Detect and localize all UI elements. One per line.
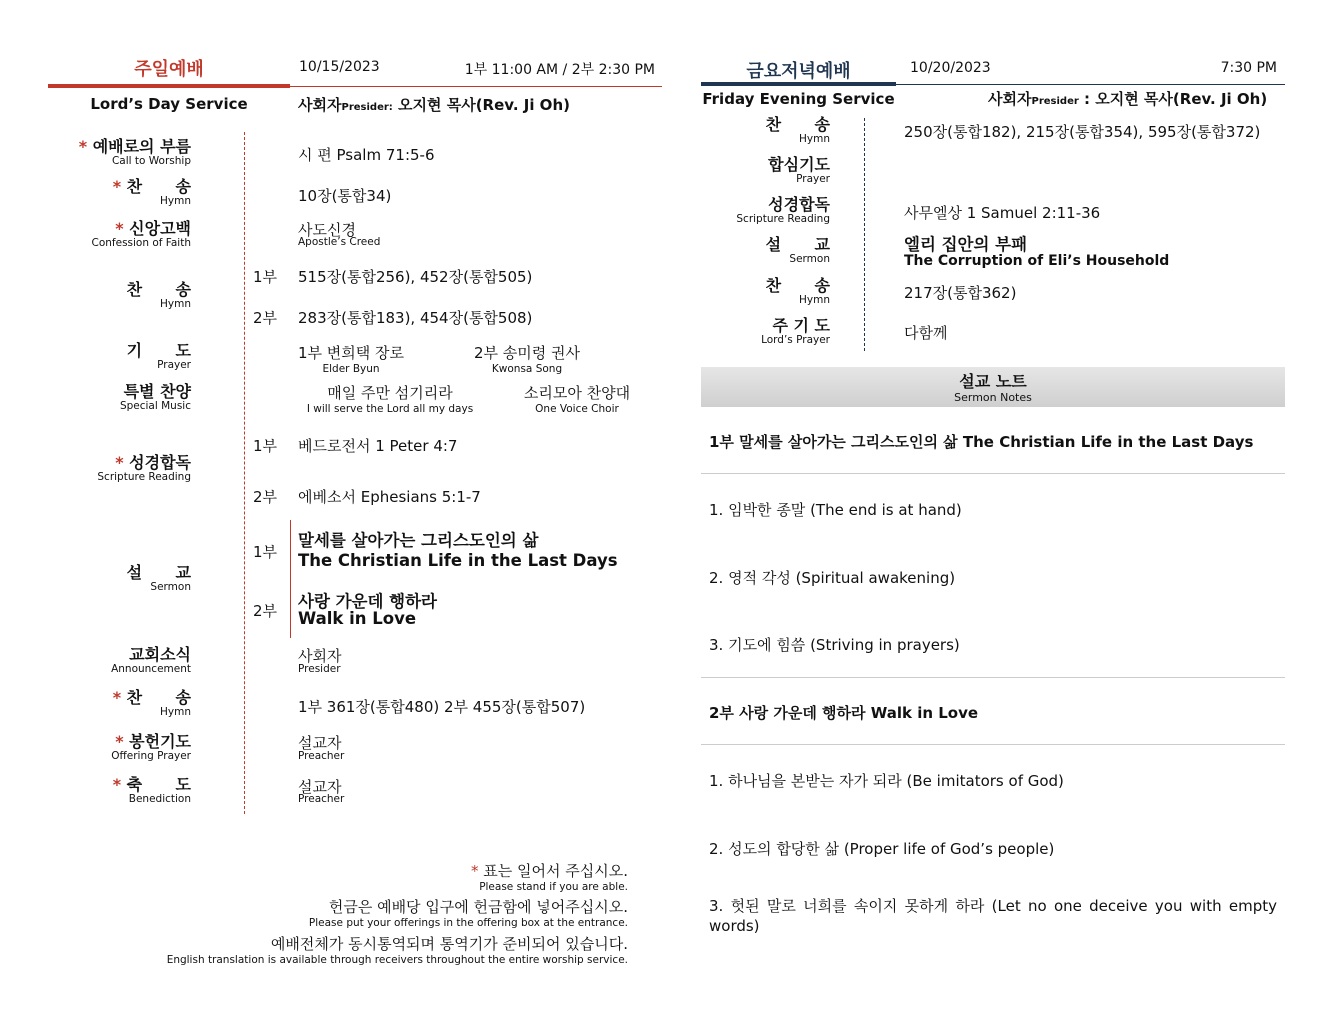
scripture-part2: 2부 (253, 488, 278, 506)
sunday-date: 10/15/2023 (299, 59, 380, 75)
special-choir: 소리모아 찬양대 One Voice Choir (523, 384, 631, 415)
friday-time: 7:30 PM (1220, 60, 1277, 76)
label-special-music: 특별 찬양 Special Music (119, 382, 191, 412)
presider-name: 오지현 목사(Rev. Ji Oh) (398, 96, 570, 114)
fri-scripture-content: 사무엘상 1 Samuel 2:11-36 (904, 204, 1101, 222)
label-announcement: 교회소식 Announcement (111, 645, 191, 675)
sunday-title-bar (48, 84, 290, 88)
notes-item-1: 1. 임박한 종말 (The end is at hand) (709, 501, 962, 519)
fri-lords-content: 다함께 (904, 324, 948, 342)
fri-label-scripture: 성경합독 Scripture Reading (736, 195, 830, 225)
special-song: 매일 주만 섬기리라 I will serve the Lord all my days (306, 384, 474, 415)
label-hymn-1: * 찬 송 Hymn (112, 177, 191, 207)
sermon1-title-ko: 말세를 살아가는 그리스도인의 삶 (298, 531, 539, 550)
label-prayer: 기 도 Prayer (126, 341, 191, 371)
right-divider (864, 118, 865, 351)
fri-label-lords-prayer: 주 기 도 Lord’s Prayer (761, 316, 830, 346)
sermon1-title-en: The Christian Life in the Last Days (298, 551, 618, 570)
hymn3-content: 1부 361장(통합480) 2부 455장(통합507) (298, 698, 586, 716)
prayer-leader-2: 2부 송미령 권사 Kwonsa Song (474, 344, 581, 375)
sunday-subtitle: Lord’s Day Service (90, 95, 248, 113)
notes-divider (701, 677, 1285, 678)
notes-item-3: 3. 기도에 힘씀 (Striving in prayers) (709, 636, 960, 654)
scripture-content1: 베드로전서 1 Peter 4:7 (298, 437, 458, 455)
fri-label-prayer: 합심기도 Prayer (768, 155, 830, 185)
hymn2-part1: 1부 (253, 268, 278, 286)
notes-item-6: 3. 헛된 말로 너희를 속이지 못하게 하라 (Let no one deceive you with empty words) (709, 897, 1277, 935)
announce-content: 사회자 (298, 647, 342, 665)
sermon-part2: 2부 (253, 602, 278, 620)
notes-heading-1: 1부 말세를 살아가는 그리스도인의 삶 The Christian Life in the Last Days (709, 433, 1254, 451)
bene-content-en: Preacher (298, 793, 345, 805)
label-hymn-2: 찬 송 Hymn (126, 280, 191, 310)
prayer-leader-1: 1부 변희택 장로 Elder Byun (298, 344, 405, 375)
notes-title: 설교 노트 Sermon Notes (954, 372, 1032, 404)
notes-item-4: 1. 하나님을 본받는 자가 되라 (Be imitators of God) (709, 772, 1064, 790)
label-hymn-3: * 찬 송 Hymn (112, 688, 191, 718)
call-content: 시 편 Psalm 71:5-6 (298, 146, 435, 164)
label-scripture: * 성경합독 Scripture Reading (97, 453, 191, 483)
notes-divider (701, 473, 1285, 474)
label-call-to-worship: * 예배로의 부름 Call to Worship (78, 137, 191, 167)
fri-label-hymn-1: 찬 송 Hymn (765, 115, 830, 145)
label-offering-prayer: * 봉헌기도 Offering Prayer (111, 732, 191, 762)
scripture-part1: 1부 (253, 437, 278, 455)
friday-presider: 사회자Presider : 오지현 목사(Rev. Ji Oh) (988, 90, 1268, 108)
hymn2-part2: 2부 (253, 309, 278, 327)
label-confession: * 신앙고백 Confession of Faith (91, 219, 191, 249)
sunday-header-line (290, 86, 662, 87)
friday-header-line (896, 84, 1285, 85)
fri-hymn2-content: 217장(통합362) (904, 284, 1017, 302)
presider-label: 사회자 (298, 96, 342, 114)
friday-subtitle: Friday Evening Service (702, 90, 895, 108)
fri-sermon-title-en: The Corruption of Eli’s Household (904, 253, 1170, 269)
notes-divider (701, 744, 1285, 745)
fri-label-hymn-2: 찬 송 Hymn (765, 276, 830, 306)
friday-title: 금요저녁예배 (746, 61, 851, 82)
fri-label-sermon: 설 교 Sermon (765, 235, 830, 265)
bene-content: 설교자 (298, 778, 342, 796)
hymn2-content1: 515장(통합256), 452장(통합505) (298, 268, 533, 286)
notes-item-5: 2. 성도의 합당한 삶 (Proper life of God’s people) (709, 840, 1055, 858)
fri-hymn1-content: 250장(통합182), 215장(통합354), 595장(통합372) (904, 123, 1261, 141)
sunday-time: 1부 11:00 AM / 2부 2:30 PM (464, 62, 655, 78)
presider-label-en: Presider: (341, 102, 393, 113)
footer-translation-note: 예배전체가 동시통역되며 통역기가 준비되어 있습니다. English translation is available through receivers throughout the entire worship service. (166, 935, 628, 966)
sermon2-title-ko: 사랑 가운데 행하라 (298, 592, 438, 611)
sermon2-title-en: Walk in Love (298, 609, 417, 628)
friday-date: 10/20/2023 (910, 60, 991, 76)
hymn1-content: 10장(통합34) (298, 187, 392, 205)
fri-sermon-title-ko: 엘리 집안의 부패 (904, 235, 1028, 254)
sunday-presider (298, 94, 570, 115)
label-sermon: 설 교 Sermon (126, 563, 191, 593)
faith-content: 사도신경 (298, 221, 356, 239)
sunday-title: 주일예배 (134, 59, 204, 80)
announce-content-en: Presider (298, 663, 341, 675)
footer-offering-note: 헌금은 예배당 입구에 헌금함에 넣어주십시오. Please put your offerings in the offering box at the entrance. (308, 898, 628, 929)
notes-item-2: 2. 영적 각성 (Spiritual awakening) (709, 569, 956, 587)
sermon-divider (290, 520, 291, 638)
offering-content-en: Preacher (298, 750, 345, 762)
footer-stand-note: * 표는 일어서 주십시오. Please stand if you are able. (471, 862, 628, 893)
friday-title-bar (701, 82, 896, 86)
left-divider (244, 132, 245, 814)
hymn2-content2: 283장(통합183), 454장(통합508) (298, 309, 533, 327)
notes-heading-2: 2부 사랑 가운데 행하라 Walk in Love (709, 704, 979, 722)
faith-content-en: Apostle’s Creed (298, 236, 381, 248)
label-benediction: * 축 도 Benediction (112, 775, 191, 805)
sermon-part1: 1부 (253, 543, 278, 561)
offering-content: 설교자 (298, 734, 342, 752)
scripture-content2: 에베소서 Ephesians 5:1-7 (298, 488, 481, 506)
